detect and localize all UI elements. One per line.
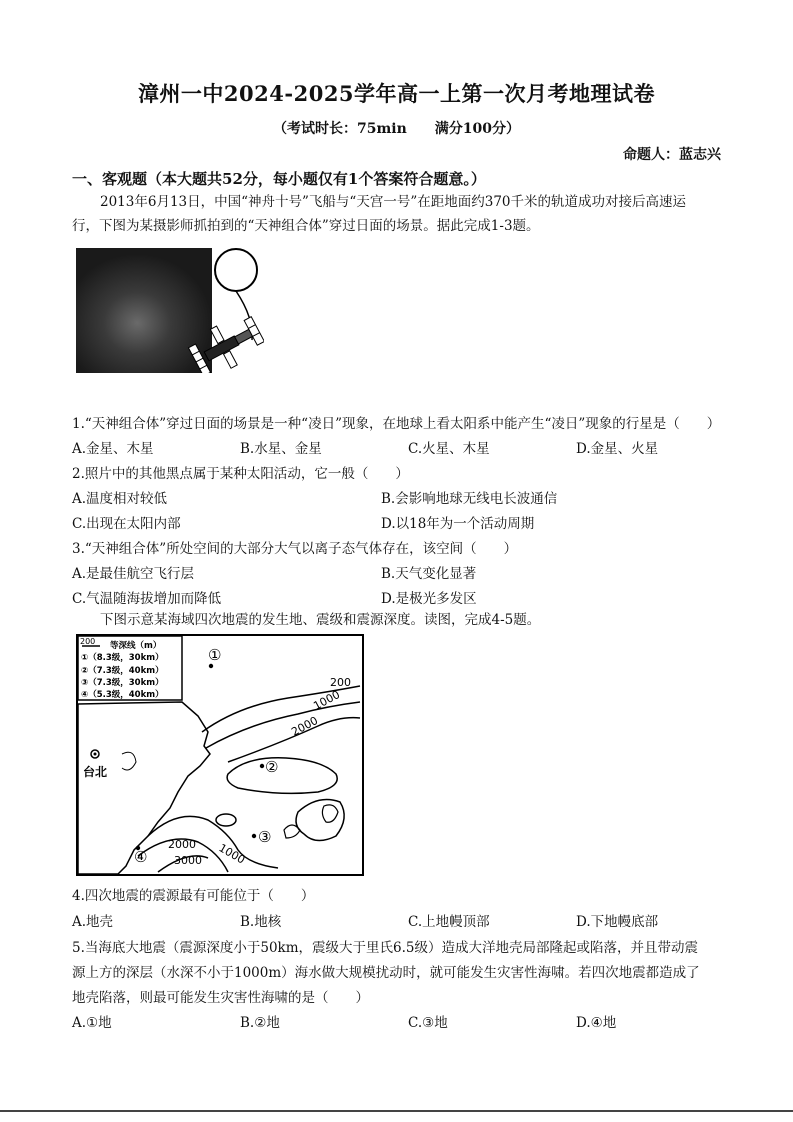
question-3-stem: 3.“天神组合体”所处空间的大部分大气以离子态气体存在，该空间（ ）	[72, 541, 518, 557]
map-intro: 下图示意某海域四次地震的发生地、震级和震源深度。读图，完成4-5题。	[100, 612, 541, 628]
question-5-option-b[interactable]: B.②地	[240, 1015, 280, 1031]
question-3-option-c[interactable]: C.气温随海拔增加而降低	[72, 591, 222, 607]
earthquake-map	[76, 634, 364, 876]
basin-contour	[227, 758, 337, 794]
quake-label-2: ②	[265, 758, 279, 776]
legend-entry-2: ②（7.3级，40km）	[81, 666, 164, 676]
inset-circle	[215, 249, 257, 291]
intro-line-2: 行，下图为某摄影师抓拍到的“天神组合体”穿过日面的场景。据此完成1-3题。	[72, 218, 540, 234]
question-5-stem-line-3: 地壳陷落，则最可能发生灾害性海啸的是（ ）	[72, 990, 369, 1006]
question-4-option-d[interactable]: D.下地幔底部	[576, 914, 659, 930]
question-1-option-b[interactable]: B.水星、金星	[240, 441, 322, 457]
legend-line-label: 等深线（m）	[110, 641, 162, 651]
question-5-stem-line-2: 源上方的深层（水深不小于1000m）海水做大规模扰动时，就可能发生灾害性海啸。若四次地震都造成了	[72, 965, 700, 981]
question-5-stem-line-1: 5.当海底大地震（震源深度小于50km，震级大于里氏6.5级）造成大洋地壳局部隆起或陷落，并且带动震	[72, 940, 699, 956]
contour-label-1000: 1000	[311, 688, 343, 713]
contour-label-2000-lower: 2000	[168, 838, 196, 851]
question-5-option-a[interactable]: A.①地	[72, 1015, 112, 1031]
earthquake-map-figure	[78, 636, 362, 874]
quake-dot-2	[260, 764, 264, 768]
question-2-option-a[interactable]: A.温度相对较低	[72, 491, 168, 507]
islet-contour	[284, 825, 300, 838]
question-4-option-b[interactable]: B.地核	[240, 914, 282, 930]
legend-entry-3: ③（7.3级，30km）	[81, 678, 164, 688]
question-4-option-a[interactable]: A.地壳	[72, 914, 114, 930]
quake-label-4: ④	[134, 848, 148, 866]
quake-label-3: ③	[258, 828, 272, 846]
question-4-option-c[interactable]: C.上地幔顶部	[408, 914, 490, 930]
question-3-option-b[interactable]: B.天气变化显著	[381, 566, 477, 582]
author-line: 命题人：蓝志兴	[623, 147, 721, 163]
question-2-stem: 2.照片中的其他黑点属于某种太阳活动，它一般（ ）	[72, 466, 409, 482]
page-title: 漳州一中2024-2025学年高一上第一次月考地理试卷	[137, 81, 656, 106]
question-5-option-c[interactable]: C.③地	[408, 1015, 448, 1031]
question-2-option-d[interactable]: D.以18年为一个活动周期	[381, 516, 535, 532]
small-contour	[216, 814, 236, 826]
quake-dot-1	[209, 664, 213, 668]
legend-entry-4: ④（5.3级，40km）	[81, 690, 164, 700]
question-1-option-c[interactable]: C.火星、木星	[408, 441, 490, 457]
contour-label-2000-upper: 2000	[289, 714, 321, 739]
question-5-option-d[interactable]: D.④地	[576, 1015, 617, 1031]
contour-label-200: 200	[330, 676, 351, 689]
section-heading: 一、客观题（本大题共52分，每小题仅有1个答案符合题意。）	[72, 170, 486, 188]
question-3-option-d[interactable]: D.是极光多发区	[381, 591, 477, 607]
intro-line-1: 2013年6月13日，中国“神舟十号”飞船与“天宫一号”在距地面约370千米的轨道成功对接后高速运	[100, 194, 686, 210]
legend-line-value: 200	[80, 637, 96, 646]
question-1-option-d[interactable]: D.金星、火星	[576, 441, 659, 457]
question-2-option-b[interactable]: B.会影响地球无线电长波通信	[381, 491, 558, 507]
island-contour-inner	[322, 805, 338, 822]
exam-info: （考试时长：75min 满分100分）	[272, 121, 521, 137]
question-4-stem: 4.四次地震的震源最有可能位于（ ）	[72, 888, 315, 904]
contour-label-3000: 3000	[174, 854, 202, 867]
page-bottom-rule	[0, 1110, 793, 1112]
question-1-option-a[interactable]: A.金星、木星	[72, 441, 154, 457]
question-1-stem: 1.“天神组合体”穿过日面的场景是一种“凌日”现象，在地球上看太阳系中能产生“凌日”现象的行星是（ ）	[72, 416, 721, 432]
island-contour-outer	[296, 800, 344, 841]
transit-photo-figure	[76, 248, 264, 373]
quake-label-1: ①	[208, 646, 222, 664]
quake-dot-3	[252, 834, 256, 838]
transit-photo	[76, 248, 264, 373]
legend-entry-1: ①（8.3级，30km）	[81, 653, 164, 663]
question-3-option-a[interactable]: A.是最佳航空飞行层	[72, 566, 195, 582]
city-label-taipei: 台北	[83, 765, 108, 779]
contour-label-1000-lower: 1000	[216, 841, 248, 867]
question-2-option-c[interactable]: C.出现在太阳内部	[72, 516, 181, 532]
